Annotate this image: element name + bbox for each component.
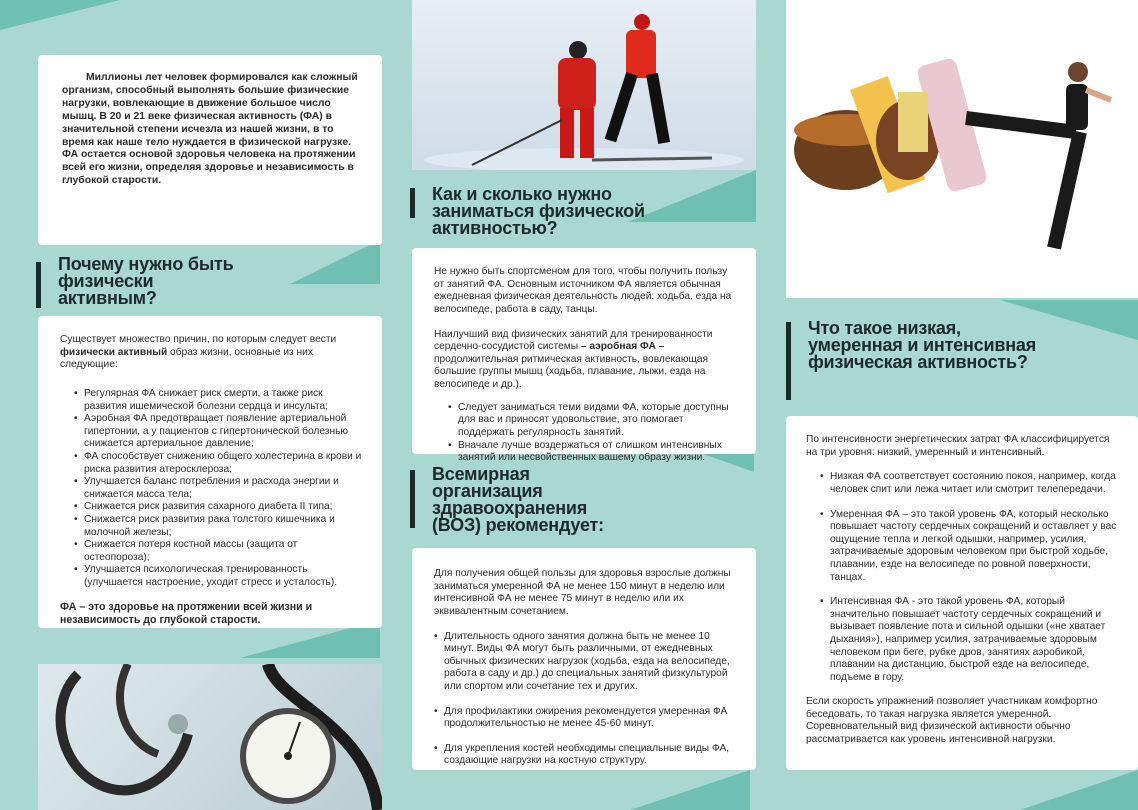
fitness-food-icon — [786, 0, 1138, 298]
skiers-icon — [412, 0, 756, 170]
tonometer-photo — [38, 664, 382, 810]
heading-bar — [410, 470, 415, 528]
fitness-junk-food-photo — [786, 0, 1138, 298]
who-heading-text: Всемирная организация здравоохранения (ВОЗ) рекомендует: — [432, 464, 604, 535]
list-item: • Низкая ФА соответствует состоянию покоя, например, когда человек спит или лежа читает или смотрит телепередачи. — [820, 471, 1122, 496]
why-heading-text: Почему нужно быть физически активным? — [58, 254, 234, 308]
skiers-photo — [412, 0, 756, 170]
heading-bar — [36, 262, 41, 308]
why-lead-post: образ жизни, основные из них следующие: — [60, 346, 313, 371]
stethoscope-icon — [38, 664, 382, 810]
list-item: • Улучшается психологическая тренированность (улучшается настроение, уходит стресс и усталость). — [74, 564, 364, 589]
why-heading — [36, 256, 276, 307]
list-item: • Умеренная ФА – это такой уровень ФА, который несколько повышает частоту сердечных сокращений и оставляет у вас ощущение тепла и легкой одышки, например, усилия, затрачиваемые здоровым человеком при быстрой ходьбе, плавании, езде на велосипеде по ровной поверхности, танцах. — [820, 509, 1122, 585]
list-item: • Снижается потеря костной массы (защита от остеопороза); — [74, 539, 364, 564]
list-item: • Длительность одного занятия должна быть не менее 10 минут. Виды ФА могут быть различными, от ежедневных обычных физических нагрузок (ходьба, езда на велосипеде, работа в саду и др.) до специальных занятий физкультурой или спортом или сочетание тех и других. — [434, 631, 740, 694]
who-list — [434, 631, 740, 768]
intro-panel — [38, 55, 382, 245]
who-p1: Для получения общей пользы для здоровья взрослые должны заниматься умеренной ФА не менее 150 минут в неделю или интенсивной ФА не менее 75 минут в неделю или их эквивалентным сочетанием. — [434, 568, 731, 617]
list-item: • Для профилактики ожирения рекомендуется умеренная ФА продолжительностью не менее 45-60 минут. — [434, 706, 740, 731]
how-p2-post: продолжительная ритмическая активность, вовлекающая большие группы мышц (ходьба, плавание, лыжи, езда на велосипеде и др.). — [434, 353, 709, 390]
how-panel — [412, 248, 756, 464]
who-panel — [412, 548, 756, 770]
who-heading — [410, 466, 740, 534]
list-item: • ФА способствует снижению общего холестерина в крови и риска развития атеросклероза; — [74, 451, 364, 476]
levels-intro: По интенсивности энергетических затрат ФА классифицируется на три уровня: низкий, умеренный и интенсивный. — [806, 434, 1110, 458]
heading-bar — [410, 188, 415, 218]
why-lead-pre: Существует множество причин, по которым следует вести — [60, 334, 337, 346]
levels-heading-text: Что такое низкая, умеренная и интенсивная физическая активность? — [808, 318, 1036, 372]
levels-list — [806, 471, 1122, 684]
why-panel — [38, 316, 382, 628]
list-item: • Аэробная ФА предотвращает появление артериальной гипертонии, а у пациентов с гипертонической болезнью снижается артериальное давление; — [74, 413, 364, 451]
how-heading — [410, 186, 740, 237]
list-item: • Интенсивная ФА - это такой уровень ФА, который значительно повышает частоту сердечных сокращений и вызывает появление пота и сильной одышки («не хватает дыхания»), например усилия, затрачиваемые здоровым человеком при беге, рубке дров, занятиях аэробикой, плавании на дистанцию, быстрой езде на велосипеде, подъеме в гору. — [820, 596, 1122, 684]
list-item: • Следует заниматься теми видами ФА, которые доступны для вас и приносят удовольствие, это помогает поддержать регулярность занятий. — [448, 402, 740, 440]
how-list — [434, 402, 740, 465]
decor-triangle — [1020, 770, 1138, 810]
how-p2-pre: Наилучший вид физических занятий для тренированности сердечно-сосудистой системы — [434, 328, 713, 353]
how-heading-text: Как и сколько нужно заниматься физической активностью? — [432, 184, 645, 238]
how-p2 — [434, 329, 740, 392]
list-item: • Вначале лучше воздержаться от слишком интенсивных занятий или несвойственных вашему образу жизни. — [448, 440, 740, 465]
why-lead — [60, 334, 364, 372]
list-item: • Снижается риск развития рака толстого кишечника и молочной железы; — [74, 514, 364, 539]
levels-outro: Если скорость упражнений позволяет участникам комфортно беседовать, то такая нагрузка является умеренной. Соревновательный вид физической активности обычно рассматривается как уровень интенсивной нагрузки. — [806, 696, 1098, 746]
list-item: • Для укрепления костей необходимы специальные виды ФА, создающие нагрузки на костную структуру. — [434, 743, 740, 768]
heading-bar — [786, 322, 791, 400]
decor-triangle — [290, 240, 380, 284]
list-item: • Регулярная ФА снижает риск смерти, а также риск развития ишемической болезни сердца и инсульта; — [74, 388, 364, 413]
how-p1: Не нужно быть спортсменом для того, чтобы получить пользу от занятий ФА. Основным источником ФА является обычная ежедневная физическая деятельность людей: ходьба, езда на велосипеде, работа в саду, танцы. — [434, 266, 732, 315]
why-conclusion: ФА – это здоровье на протяжении всей жизни и независимость до глубокой старости. — [60, 601, 313, 627]
how-p2-bold: – аэробная ФА – — [580, 341, 665, 353]
why-list — [60, 388, 364, 590]
decor-triangle — [0, 0, 120, 30]
levels-heading — [786, 320, 1126, 371]
list-item: • Улучшается баланс потребления и расхода энергии и снижается масса тела; — [74, 476, 364, 501]
why-lead-bold: физически активный — [60, 346, 168, 358]
list-item: • Снижается риск развития сахарного диабета II типа; — [74, 501, 364, 514]
levels-panel — [786, 416, 1138, 770]
decor-triangle — [630, 770, 750, 810]
intro-text: Миллионы лет человек формировался как сложный организм, способный выполнять большие физические нагрузки, вовлекающие в движение большое число мышц. В 20 и 21 веке физическая активность (ФА) в значительной степени исчезла из нашей жизни, в то время как наше тело нуждается в физической нагрузке. ФА остается основой здоровья человека на протяжении всей его жизни, определяя здоровье и независимость в глубокой старости. — [62, 72, 358, 187]
